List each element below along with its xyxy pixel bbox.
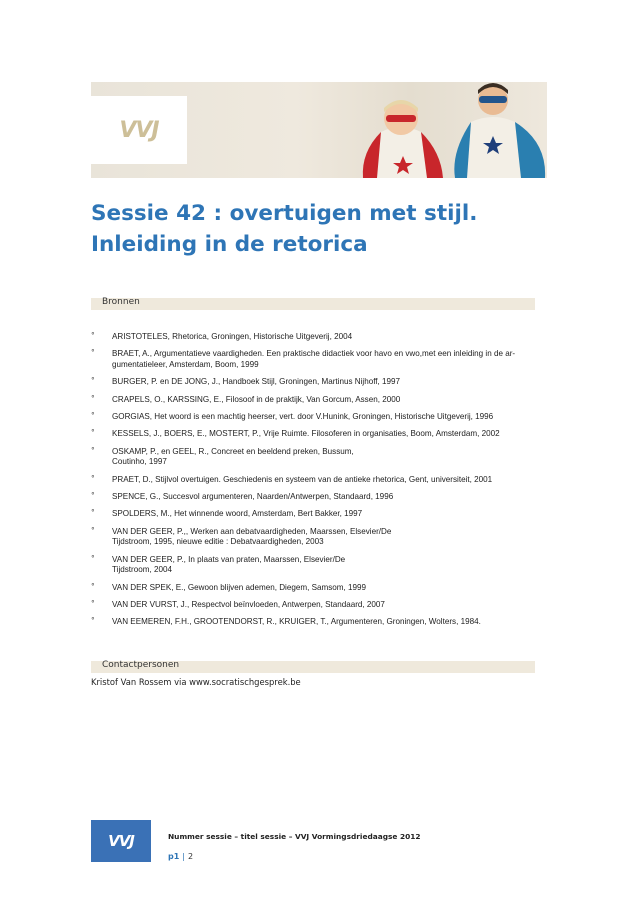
- contacts-section-label: Contactpersonen: [102, 660, 180, 670]
- bibliography-item: [91, 395, 541, 406]
- bibliography-item: [91, 429, 541, 440]
- bibliography-item: [91, 377, 541, 388]
- bibliography-item-text: CRAPELS, O., KARSSING, E., Filosoof in de praktijk, Van Gorcum, Assen, 2000: [112, 394, 401, 404]
- bullet-icon: °: [91, 581, 95, 591]
- bullet-icon: °: [91, 376, 95, 386]
- bibliography-item-text: BURGER, P. en DE JONG, J., Handboek Stijl, Groningen, Martinus Nijhoff, 1997: [112, 377, 401, 387]
- bibliography-item-text: SPOLDERS, M., Het winnende woord, Amsterdam, Bert Bakker, 1997: [112, 509, 363, 519]
- bibliography-item: [91, 583, 541, 594]
- bibliography-item-text: KESSELS, J., BOERS, E., MOSTERT, P., Vrije Ruimte. Filosoferen in organisaties, Boom, Amsterdam, 2002: [112, 429, 500, 439]
- bibliography-item: [91, 555, 541, 577]
- bibliography-item-text: VAN DER GEER, P.,, Werken aan debatvaardigheden, Maarssen, Elsevier/De Tijdstroom, 1995, nieuwe editie : Debatvaardigheden, 2003: [112, 526, 392, 547]
- title-line-2: Inleiding in de retorica: [91, 232, 368, 257]
- bibliography-item-text: VAN DER VURST, J., Respectvol beïnvloeden, Antwerpen, Standaard, 2007: [112, 600, 385, 610]
- footer-logo-text: VVJ: [108, 832, 134, 850]
- bibliography-item-text: VAN DER SPEK, E., Gewoon blijven ademen, Diegem, Samsom, 1999: [112, 582, 367, 592]
- sources-section-label: Bronnen: [102, 297, 140, 307]
- bullet-icon: °: [91, 599, 95, 609]
- sources-section-bar: [91, 298, 535, 310]
- banner-logo: [91, 96, 187, 164]
- bullet-icon: °: [91, 445, 95, 455]
- bibliography-item: [91, 600, 541, 611]
- bibliography-item-text: ARISTOTELES, Rhetorica, Groningen, Historische Uitgeverij, 2004: [112, 332, 353, 341]
- bibliography-item: [91, 447, 541, 469]
- bibliography-item: [91, 492, 541, 503]
- page-current: p1: [168, 852, 180, 861]
- contacts-section-bar: [91, 661, 535, 673]
- bullet-icon: °: [91, 410, 95, 420]
- bullet-icon: °: [91, 331, 95, 340]
- contact-person-text: Kristof Van Rossem via www.socratischgesprek.be: [91, 677, 301, 687]
- bullet-icon: °: [91, 553, 95, 563]
- bibliography-item-text: OSKAMP, P., en GEEL, R., Concreet en beeldend preken, Bussum, Coutinho, 1997: [112, 446, 354, 467]
- page-title: [91, 198, 561, 260]
- bibliography-item: [91, 349, 541, 371]
- banner-photo-superhero-kids: [331, 82, 547, 178]
- bibliography-item: [91, 475, 541, 486]
- bibliography-item-text: VAN EEMEREN, F.H., GROOTENDORST, R., KRUIGER, T., Argumenteren, Groningen, Wolters, 1984.: [112, 617, 481, 627]
- banner-logo-text: VVJ: [119, 117, 159, 143]
- bullet-icon: °: [91, 508, 95, 518]
- bibliography-item-text: PRAET, D., Stijlvol overtuigen. Geschiedenis en systeem van de antieke rhetorica, Gent, universiteit, 2001: [112, 474, 493, 484]
- bibliography-item-text: SPENCE, G., Succesvol argumenteren, Naarden/Antwerpen, Standaard, 1996: [112, 491, 394, 501]
- footer-session-line: Nummer sessie – titel sessie – VVJ Vormingsdriedaagse 2012: [168, 832, 421, 841]
- bullet-icon: °: [91, 616, 95, 626]
- bibliography-item-text: GORGIAS, Het woord is een machtig heerser, vert. door V.Hunink, Groningen, Historische Uitgeverij, 1996: [112, 411, 494, 421]
- bullet-icon: °: [91, 348, 95, 358]
- footer-page-number: [168, 852, 193, 861]
- bullet-icon: °: [91, 525, 95, 535]
- bullet-icon: °: [91, 428, 95, 438]
- bullet-icon: °: [91, 393, 95, 403]
- title-line-1: Sessie 42 : overtuigen met stijl.: [91, 201, 478, 226]
- bibliography-item: [91, 527, 541, 549]
- bibliography-item-text: BRAET, A., Argumentatieve vaardigheden. Een praktische didactiek voor havo en vwo,met een inleiding in de ar- gumentatieleer, Amsterdam, Boom, 1999: [112, 349, 516, 370]
- bibliography-list: [91, 332, 541, 635]
- bibliography-item: [91, 412, 541, 423]
- bullet-icon: °: [91, 490, 95, 500]
- page-total: 2: [188, 852, 194, 861]
- footer-logo: [91, 820, 151, 862]
- bibliography-item-text: VAN DER GEER, P., In plaats van praten, Maarssen, Elsevier/De Tijdstroom, 2004: [112, 554, 346, 575]
- bibliography-item: [91, 617, 541, 628]
- bibliography-item: [91, 332, 541, 343]
- bullet-icon: °: [91, 473, 95, 483]
- page-separator: |: [182, 852, 185, 861]
- bibliography-item: [91, 509, 541, 520]
- header-banner: [91, 82, 547, 178]
